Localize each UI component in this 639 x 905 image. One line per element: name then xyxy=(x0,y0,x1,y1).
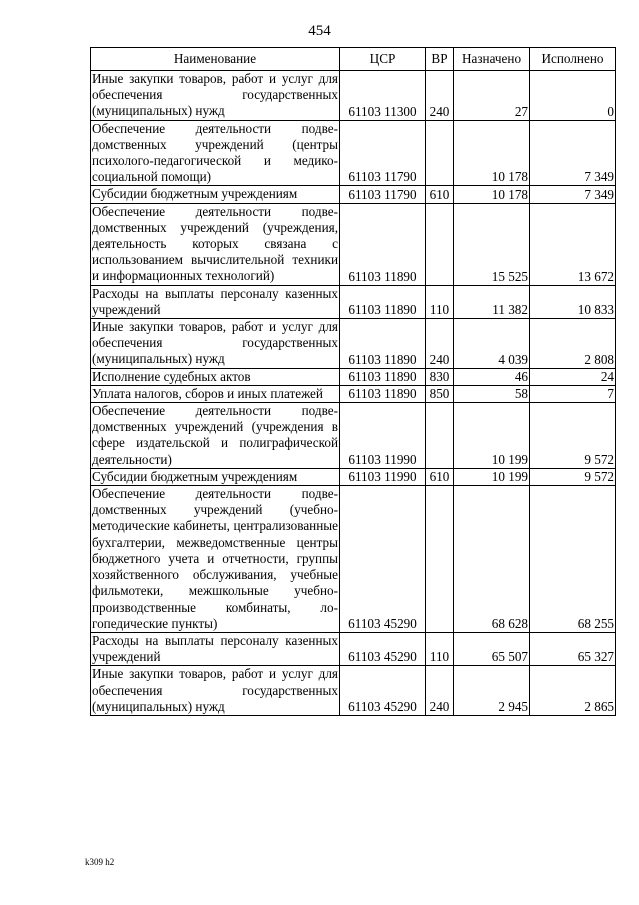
row-vr: 240 xyxy=(426,666,454,716)
row-csr: 61103 11890 xyxy=(340,368,426,385)
row-name: Исполнение судебных актов xyxy=(91,368,340,385)
header-csr: ЦСР xyxy=(340,48,426,71)
row-executed: 24 xyxy=(530,368,616,385)
table-row xyxy=(91,486,616,633)
row-executed: 65 327 xyxy=(530,632,616,665)
row-csr: 61103 11790 xyxy=(340,186,426,203)
header-vr: ВР xyxy=(426,48,454,71)
table-header-row xyxy=(91,48,616,71)
row-assigned: 10 199 xyxy=(454,403,530,469)
footer-code: k309 h2 xyxy=(85,857,115,867)
row-executed: 7 349 xyxy=(530,120,616,186)
row-assigned: 10 178 xyxy=(454,186,530,203)
row-name: Расходы на выплаты персоналу казенных учреждений xyxy=(92,632,338,665)
row-assigned: 15 525 xyxy=(454,203,530,285)
row-csr: 61103 11300 xyxy=(340,71,426,121)
row-assigned: 10 199 xyxy=(454,468,530,485)
row-executed: 0 xyxy=(530,71,616,121)
table-row xyxy=(91,71,616,121)
row-vr: 240 xyxy=(426,319,454,369)
row-csr: 61103 45290 xyxy=(340,632,426,665)
row-name: Иные закупки товаров, работ и услуг для обеспечения государственных (муниципальных) нужд xyxy=(92,71,338,119)
row-executed: 68 255 xyxy=(530,486,616,633)
table-row xyxy=(91,319,616,369)
row-name: Иные закупки товаров, работ и услуг для обеспечения государственных (муниципальных) нужд xyxy=(92,666,338,714)
table-row xyxy=(91,666,616,716)
row-vr xyxy=(426,120,454,186)
row-executed: 10 833 xyxy=(530,285,616,318)
table-row xyxy=(91,186,616,203)
header-executed: Исполнено xyxy=(530,48,616,71)
page-number: 454 xyxy=(308,23,331,39)
row-name: Обеспечение деятельности подведомственных учреждений (учреждения в сфере издательской и полиграфической деятельности) xyxy=(92,403,338,467)
row-csr: 61103 45290 xyxy=(340,486,426,633)
row-vr xyxy=(426,203,454,285)
row-name: Расходы на выплаты персоналу казенных учреждений xyxy=(92,285,338,317)
table-row xyxy=(91,468,616,485)
row-name: Обеспечение деятельности подведомственных учреждений (центры психолого-педагогической и медико-социальной помощи) xyxy=(92,120,338,185)
table-row xyxy=(91,285,616,318)
row-assigned: 46 xyxy=(454,368,530,385)
row-csr: 61103 11890 xyxy=(340,319,426,369)
table-row xyxy=(91,632,616,665)
row-assigned: 65 507 xyxy=(454,632,530,665)
row-assigned: 2 945 xyxy=(454,666,530,716)
budget-table xyxy=(90,47,616,716)
row-vr: 240 xyxy=(426,71,454,121)
header-name: Наименование xyxy=(91,48,340,71)
row-csr: 61103 11990 xyxy=(340,468,426,485)
row-vr xyxy=(426,486,454,633)
table-row xyxy=(91,120,616,186)
row-name: Иные закупки товаров, работ и услуг для обеспечения государственных (муниципальных) нужд xyxy=(92,319,338,367)
row-csr: 61103 11890 xyxy=(340,385,426,402)
row-assigned: 27 xyxy=(454,71,530,121)
row-csr: 61103 11990 xyxy=(340,403,426,469)
row-executed: 2 808 xyxy=(530,319,616,369)
row-assigned: 68 628 xyxy=(454,486,530,633)
row-vr: 610 xyxy=(426,468,454,485)
row-executed: 7 349 xyxy=(530,186,616,203)
row-executed: 9 572 xyxy=(530,468,616,485)
row-csr: 61103 11890 xyxy=(340,203,426,285)
row-name: Субсидии бюджетным учреждениям xyxy=(91,186,340,203)
row-vr: 610 xyxy=(426,186,454,203)
row-assigned: 4 039 xyxy=(454,319,530,369)
row-vr: 110 xyxy=(426,285,454,318)
row-assigned: 10 178 xyxy=(454,120,530,186)
row-assigned: 58 xyxy=(454,385,530,402)
row-vr: 850 xyxy=(426,385,454,402)
row-csr: 61103 45290 xyxy=(340,666,426,716)
table-row xyxy=(91,203,616,285)
header-assigned: Назначено xyxy=(454,48,530,71)
row-vr xyxy=(426,403,454,469)
row-name: Субсидии бюджетным учреждениям xyxy=(91,468,340,485)
table-row xyxy=(91,368,616,385)
row-executed: 9 572 xyxy=(530,403,616,469)
row-executed: 2 865 xyxy=(530,666,616,716)
row-name: Уплата налогов, сборов и иных платежей xyxy=(91,385,340,402)
row-csr: 61103 11890 xyxy=(340,285,426,318)
table-row xyxy=(91,403,616,469)
row-name: Обеспечение деятельности подведомственных учреждений (учебно-методические кабинеты, централизованные бухгалтерии, межведомственные центры бюджетного учета и отчетности, группы хозяйственного обслуживания, учебные фильмотеки, межшкольные учебно-производственные комбинаты, логопедические пункты) xyxy=(92,486,338,631)
row-executed: 13 672 xyxy=(530,203,616,285)
row-vr: 110 xyxy=(426,632,454,665)
row-executed: 7 xyxy=(530,385,616,402)
row-csr: 61103 11790 xyxy=(340,120,426,186)
row-vr: 830 xyxy=(426,368,454,385)
row-name: Обеспечение деятельности подведомственных учреждений (учреждения, деятельность которых связана с использованием вычислительной техники и информационных технологий) xyxy=(92,203,338,284)
table-row xyxy=(91,385,616,402)
row-assigned: 11 382 xyxy=(454,285,530,318)
